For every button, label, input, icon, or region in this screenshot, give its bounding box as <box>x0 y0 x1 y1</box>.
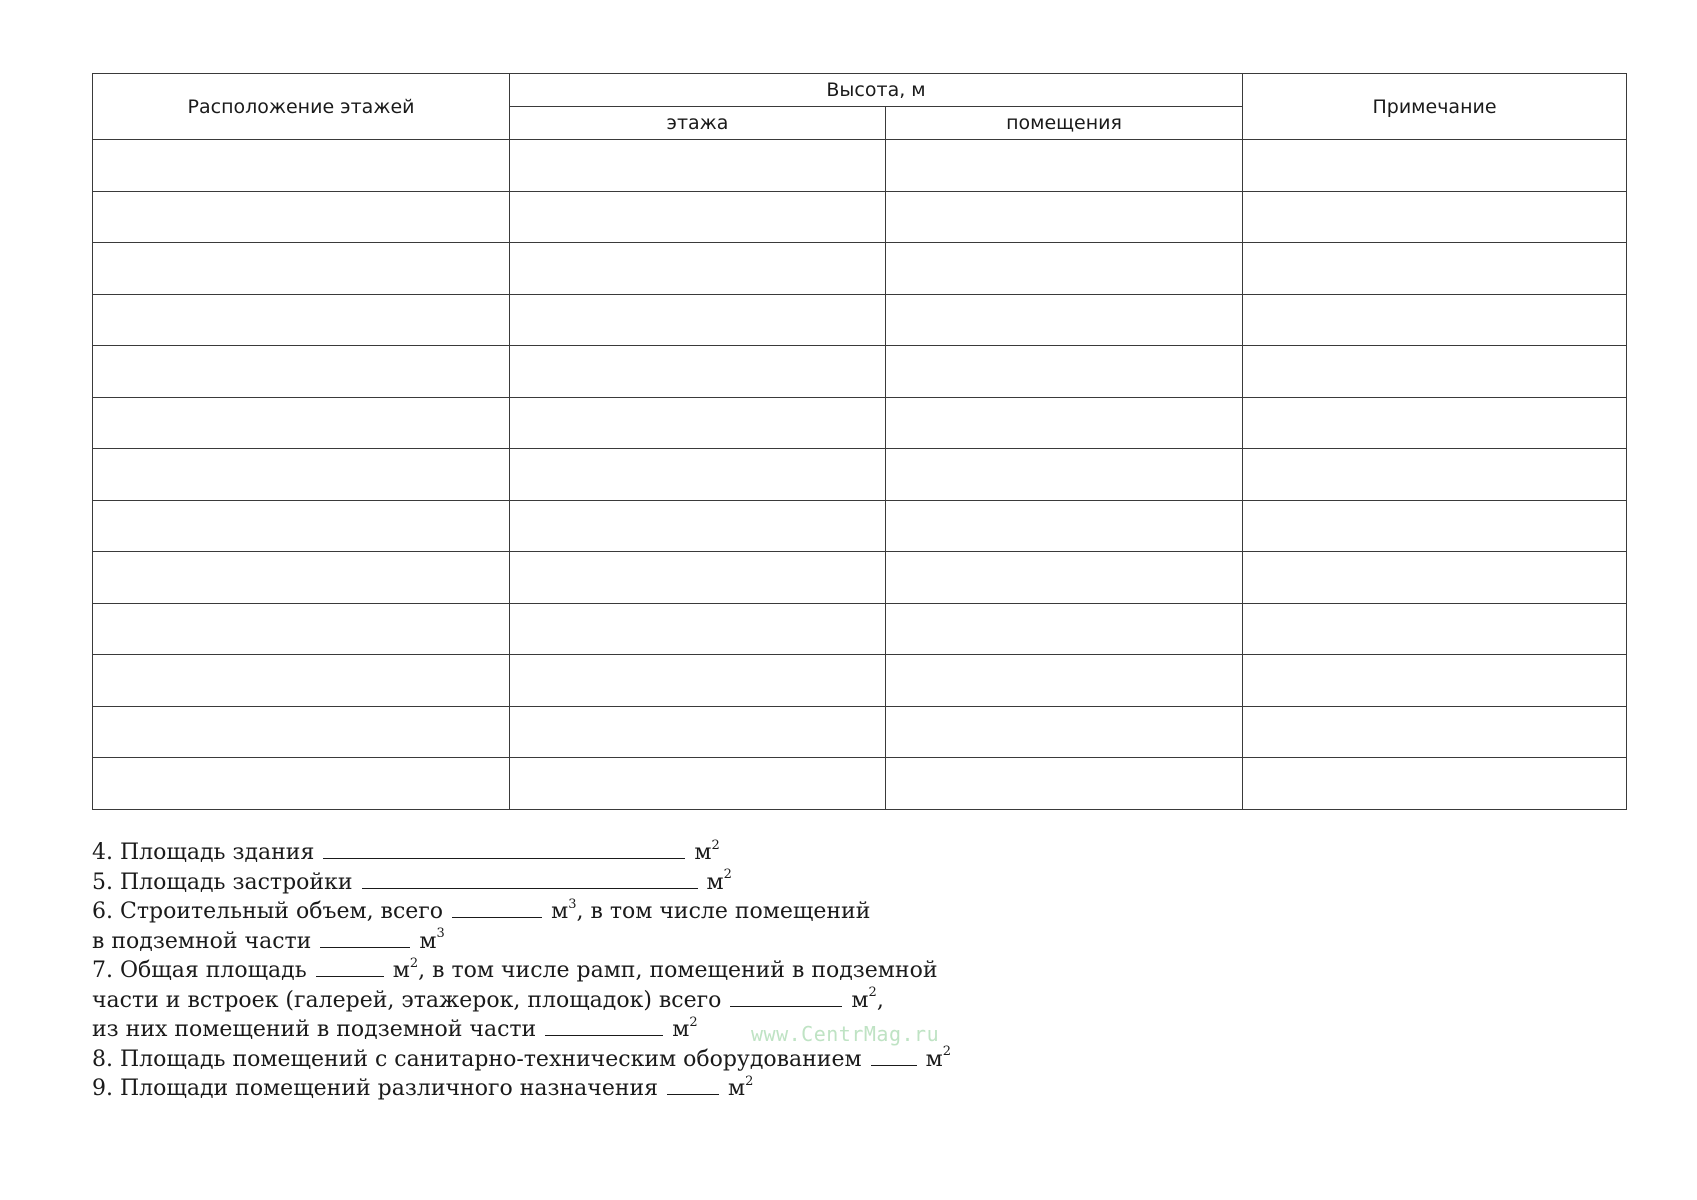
cell-height-floor[interactable] <box>510 397 886 449</box>
field-label: 8. Площадь помещений с санитарно-техническим оборудованием <box>92 1046 862 1072</box>
unit: м <box>706 869 724 895</box>
form-fields <box>92 838 1092 1104</box>
cell-note[interactable] <box>1243 500 1627 552</box>
unit: м <box>694 840 712 865</box>
unit-exponent: 3 <box>568 896 577 912</box>
cell-height-floor[interactable] <box>510 243 886 295</box>
blank-underground-area[interactable] <box>545 1015 663 1036</box>
table-row <box>93 552 1627 604</box>
cell-height-room[interactable] <box>886 140 1243 192</box>
unit: м <box>392 958 410 983</box>
cell-note[interactable] <box>1243 655 1627 707</box>
cell-height-room[interactable] <box>886 449 1243 501</box>
cell-height-room[interactable] <box>886 243 1243 295</box>
table-row <box>93 449 1627 501</box>
cell-height-room[interactable] <box>886 706 1243 758</box>
cell-note[interactable] <box>1243 603 1627 655</box>
cell-height-floor[interactable] <box>510 191 886 243</box>
table-row <box>93 758 1627 810</box>
field-label: 4. Площадь здания <box>92 840 315 865</box>
table-row <box>93 655 1627 707</box>
cell-height-room[interactable] <box>886 191 1243 243</box>
cell-height-room[interactable] <box>886 500 1243 552</box>
field-volume-underground <box>92 927 1092 957</box>
field-total-area <box>92 956 1092 986</box>
unit: м <box>672 1017 690 1042</box>
cell-floor-location[interactable] <box>93 449 510 501</box>
cell-floor-location[interactable] <box>93 191 510 243</box>
field-sanitary-area <box>92 1045 1092 1075</box>
floors-table <box>92 73 1627 810</box>
cell-height-floor[interactable] <box>510 449 886 501</box>
field-label: в подземной части <box>92 928 312 954</box>
cell-note[interactable] <box>1243 140 1627 192</box>
cell-height-floor[interactable] <box>510 758 886 810</box>
cell-floor-location[interactable] <box>93 706 510 758</box>
unit: м <box>551 899 569 924</box>
table-row <box>93 191 1627 243</box>
cell-height-floor[interactable] <box>510 346 886 398</box>
cell-note[interactable] <box>1243 191 1627 243</box>
field-total-area-structures <box>92 986 1092 1016</box>
table-row <box>93 243 1627 295</box>
cell-height-room[interactable] <box>886 552 1243 604</box>
cell-height-floor[interactable] <box>510 140 886 192</box>
field-label: 9. Площади помещений различного назначения <box>92 1076 659 1101</box>
field-built-area <box>92 868 1092 898</box>
unit-exponent: 3 <box>436 926 445 942</box>
cell-height-room[interactable] <box>886 397 1243 449</box>
header-height: Высота, м <box>510 74 1243 107</box>
cell-floor-location[interactable] <box>93 294 510 346</box>
unit-exponent: 2 <box>942 1044 952 1060</box>
blank-building-area[interactable] <box>323 838 685 859</box>
cell-floor-location[interactable] <box>93 397 510 449</box>
cell-height-floor[interactable] <box>510 294 886 346</box>
cell-floor-location[interactable] <box>93 603 510 655</box>
field-tail: , <box>876 987 884 1013</box>
blank-sanitary-area[interactable] <box>871 1045 917 1066</box>
header-note: Примечание <box>1243 74 1627 140</box>
blank-built-area[interactable] <box>362 868 698 889</box>
cell-floor-location[interactable] <box>93 758 510 810</box>
blank-total-area[interactable] <box>316 956 384 977</box>
cell-height-floor[interactable] <box>510 500 886 552</box>
cell-note[interactable] <box>1243 243 1627 295</box>
unit: м <box>925 1046 943 1072</box>
field-label: 6. Строительный объем, всего <box>92 899 444 924</box>
unit-exponent: 2 <box>723 867 732 883</box>
field-building-area <box>92 838 1092 868</box>
cell-floor-location[interactable] <box>93 655 510 707</box>
cell-floor-location[interactable] <box>93 346 510 398</box>
cell-height-floor[interactable] <box>510 706 886 758</box>
cell-height-floor[interactable] <box>510 655 886 707</box>
field-various-area <box>92 1074 1092 1104</box>
field-label: 7. Общая площадь <box>92 958 307 983</box>
cell-floor-location[interactable] <box>93 140 510 192</box>
cell-note[interactable] <box>1243 552 1627 604</box>
header-floor-location: Расположение этажей <box>93 74 510 140</box>
cell-height-room[interactable] <box>886 603 1243 655</box>
watermark: www.CentrMag.ru <box>751 1022 940 1046</box>
table-row <box>93 603 1627 655</box>
field-label: 5. Площадь застройки <box>92 869 353 895</box>
blank-structures-area[interactable] <box>730 986 842 1007</box>
cell-note[interactable] <box>1243 449 1627 501</box>
unit-exponent: 2 <box>711 837 720 853</box>
table-row <box>93 294 1627 346</box>
field-total-area-underground <box>92 1015 1092 1045</box>
cell-height-room[interactable] <box>886 294 1243 346</box>
blank-various-area[interactable] <box>667 1074 719 1095</box>
cell-note[interactable] <box>1243 758 1627 810</box>
cell-floor-location[interactable] <box>93 243 510 295</box>
header-height-floor: этажа <box>510 107 886 140</box>
table-row <box>93 346 1627 398</box>
table-row <box>93 140 1627 192</box>
unit: м <box>419 928 437 954</box>
cell-height-room[interactable] <box>886 346 1243 398</box>
table-body <box>93 140 1627 810</box>
cell-height-room[interactable] <box>886 655 1243 707</box>
cell-floor-location[interactable] <box>93 552 510 604</box>
cell-note[interactable] <box>1243 397 1627 449</box>
unit-exponent: 2 <box>409 955 419 971</box>
field-label: части и встроек (галерей, этажерок, площадок) всего <box>92 987 722 1013</box>
cell-note[interactable] <box>1243 706 1627 758</box>
field-label: из них помещений в подземной части <box>92 1017 537 1042</box>
table-row <box>93 397 1627 449</box>
blank-volume-underground[interactable] <box>320 927 410 948</box>
table-row <box>93 706 1627 758</box>
table-row <box>93 500 1627 552</box>
header-height-room: помещения <box>886 107 1243 140</box>
cell-note[interactable] <box>1243 294 1627 346</box>
cell-height-floor[interactable] <box>510 552 886 604</box>
cell-floor-location[interactable] <box>93 500 510 552</box>
unit: м <box>851 987 869 1013</box>
cell-height-room[interactable] <box>886 758 1243 810</box>
cell-height-floor[interactable] <box>510 603 886 655</box>
field-tail: , в том числе рамп, помещений в подземной <box>418 958 938 983</box>
unit-exponent: 2 <box>868 985 877 1001</box>
unit-exponent: 2 <box>745 1073 754 1089</box>
blank-volume-total[interactable] <box>452 897 542 918</box>
cell-note[interactable] <box>1243 346 1627 398</box>
unit: м <box>728 1076 746 1101</box>
field-volume <box>92 897 1092 927</box>
field-tail: , в том числе помещений <box>576 899 871 924</box>
unit-exponent: 2 <box>689 1014 698 1030</box>
